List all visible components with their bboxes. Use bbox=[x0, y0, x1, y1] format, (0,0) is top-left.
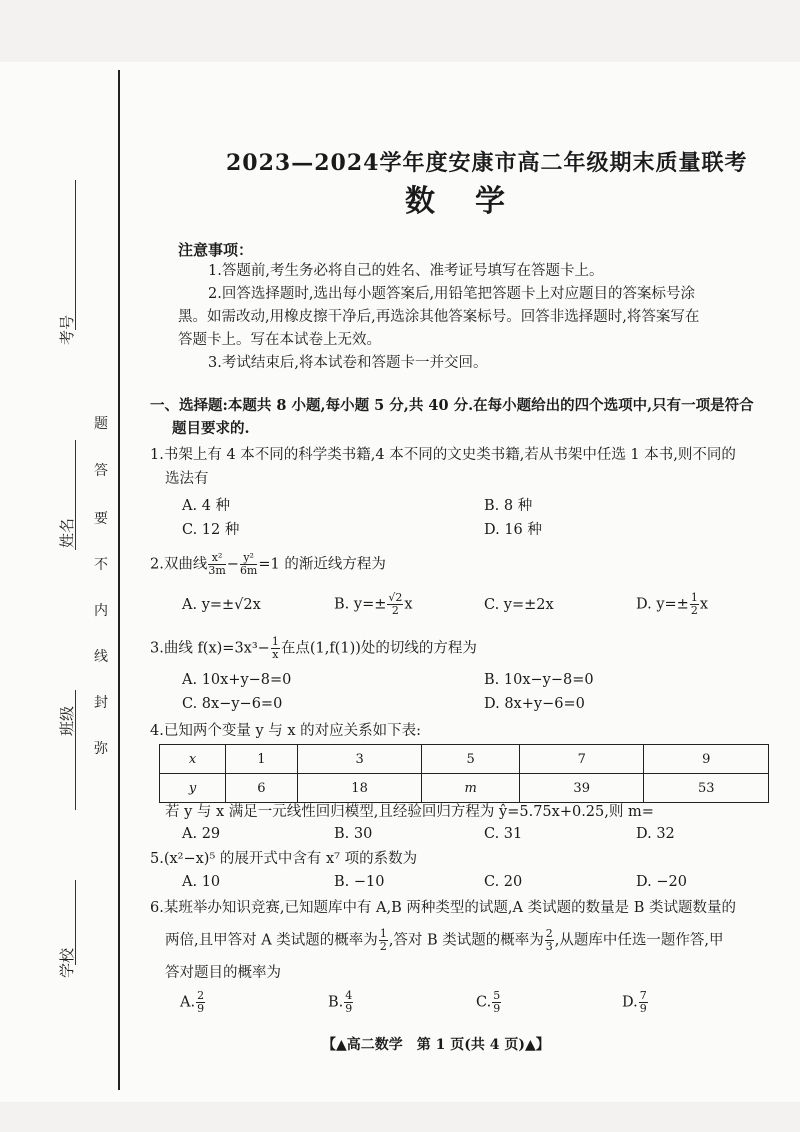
notice-item-3: 3.考试结束后,将本试卷和答题卡一并交回。 bbox=[208, 355, 488, 371]
q4-option-d: D. 32 bbox=[636, 826, 675, 842]
table-row bbox=[160, 745, 769, 774]
table-cell: 3 bbox=[297, 745, 422, 774]
subject-title: 数学 bbox=[405, 184, 545, 219]
binding-line bbox=[118, 70, 120, 1090]
q1-option-a: A. 4 种 bbox=[182, 498, 231, 514]
q5-option-c: C. 20 bbox=[484, 874, 523, 890]
q3-option-d: D. 8x+y−6=0 bbox=[484, 696, 585, 712]
q6-stem: 6.某班举办知识竞赛,已知题库中有 A,B 两种类型的试题,A 类试题的数量是 B 类试题数量的 bbox=[150, 900, 736, 916]
q2-option-d: D. y=± $\frac{1}{2}$ x bbox=[636, 591, 709, 617]
q4-stem-cont: 若 y 与 x 满足一元线性回归模型,且经验回归方程为 ŷ=5.75x+0.25,则 m= bbox=[165, 804, 654, 820]
table-row bbox=[160, 774, 769, 803]
q2-option-b: B. y=± $\frac{√2}{2}$ x bbox=[334, 591, 413, 617]
notice-item-2-cont: 答题卡上。写在本试卷上无效。 bbox=[178, 332, 381, 348]
section-heading: 一、选择题:本题共 8 小题,每小题 5 分,共 40 分.在每小题给出的四个选项中,只有一项是符合 bbox=[150, 397, 754, 414]
table-cell: 5 bbox=[422, 745, 520, 774]
q3-option-a: A. 10x+y−8=0 bbox=[182, 672, 292, 688]
q6-option-b: B. $\frac{4}{9}$ bbox=[328, 989, 353, 1015]
q2-option-a: A. y=±√2x bbox=[182, 597, 261, 613]
exam-title: 2023—2024学年度安康市高二年级期末质量联考 bbox=[226, 150, 748, 176]
table-cell: 39 bbox=[519, 774, 644, 803]
section-heading-cont: 题目要求的. bbox=[172, 420, 250, 437]
seal-char: 封 bbox=[94, 695, 108, 711]
q4-stem: 4.已知两个变量 y 与 x 的对应关系如下表: bbox=[150, 723, 422, 739]
q6-option-d: D. $\frac{7}{9}$ bbox=[622, 989, 647, 1015]
seal-char: 弥 bbox=[94, 741, 108, 757]
q1-option-b: B. 8 种 bbox=[484, 498, 533, 514]
q5-option-b: B. −10 bbox=[334, 874, 385, 890]
table-cell: 7 bbox=[519, 745, 644, 774]
seal-char: 线 bbox=[94, 649, 108, 665]
seal-char: 要 bbox=[94, 511, 108, 527]
q2-fraction: $\frac{\text{x²}}{3m}$ bbox=[208, 551, 226, 577]
q1-stem-cont: 选法有 bbox=[165, 471, 209, 487]
q3-stem: 3.曲线 f(x)=3x³− $\frac{1}{x}$ 在点(1,f(1))处的切线的方程为 bbox=[150, 635, 477, 661]
q4-data-table bbox=[159, 744, 769, 803]
q5-option-a: A. 10 bbox=[182, 874, 221, 890]
exam-number-label: 考号 bbox=[58, 314, 76, 345]
notice-item-2-cont: 黑。如需改动,用橡皮擦干净后,再选涂其他答案标号。回答非选择题时,将答案写在 bbox=[178, 309, 700, 325]
table-cell: 18 bbox=[297, 774, 422, 803]
seal-char: 内 bbox=[94, 603, 108, 619]
q3-fraction: $\frac{1}{x}$ bbox=[271, 635, 279, 661]
q6-option-a: A. $\frac{2}{9}$ bbox=[180, 989, 205, 1015]
table-cell: x bbox=[160, 745, 226, 774]
q2-option-c: C. y=±2x bbox=[484, 597, 554, 613]
q5-option-d: D. −20 bbox=[636, 874, 687, 890]
table-cell: y bbox=[160, 774, 226, 803]
q6-option-c: C. $\frac{5}{9}$ bbox=[476, 989, 501, 1015]
exam-number-line bbox=[75, 180, 76, 330]
q1-option-c: C. 12 种 bbox=[182, 522, 240, 538]
school-label: 学校 bbox=[58, 947, 76, 978]
notice-item-2: 2.回答选择题时,选出每小题答案后,用铅笔把答题卡上对应题目的答案标号涂 bbox=[208, 286, 696, 302]
table-cell: m bbox=[422, 774, 520, 803]
seal-char: 答 bbox=[94, 463, 108, 479]
q4-option-a: A. 29 bbox=[182, 826, 221, 842]
notice-heading: 注意事项： bbox=[178, 241, 254, 259]
name-label: 姓名 bbox=[58, 517, 76, 548]
class-label: 班级 bbox=[58, 705, 76, 736]
table-cell: 9 bbox=[644, 745, 769, 774]
q3-option-b: B. 10x−y−8=0 bbox=[484, 672, 594, 688]
page-footer: 【▲高二数学 第 1 页(共 4 页)▲】 bbox=[322, 1037, 550, 1053]
seal-char: 题 bbox=[94, 416, 108, 432]
q4-option-c: C. 31 bbox=[484, 826, 523, 842]
q6-stem-cont: 两倍,且甲答对 A 类试题的概率为 $\frac{1}{2}$ ,答对 B 类试题的概率为 $\frac{2}{3}$ ,从题库中任选一题作答,甲 bbox=[165, 927, 724, 953]
q2-stem: 2.双曲线 $\frac{\text{x²}}{3m}$ − $\frac{\text{y²}}{6m}$ =1 的渐近线方程为 bbox=[150, 551, 386, 577]
table-cell: 53 bbox=[644, 774, 769, 803]
q6-stem-cont: 答对题目的概率为 bbox=[165, 965, 281, 981]
q3-option-c: C. 8x−y−6=0 bbox=[182, 696, 283, 712]
q1-stem: 1.书架上有 4 本不同的科学类书籍,4 本不同的文史类书籍,若从书架中任选 1 本书,则不同的 bbox=[150, 447, 736, 463]
seal-char: 不 bbox=[94, 557, 108, 573]
table-cell: 1 bbox=[225, 745, 297, 774]
q1-option-d: D. 16 种 bbox=[484, 522, 542, 538]
q5-stem: 5.(x²−x)⁵ 的展开式中含有 x⁷ 项的系数为 bbox=[150, 851, 418, 867]
table-cell: 6 bbox=[225, 774, 297, 803]
notice-item-1: 1.答题前,考生务必将自己的姓名、准考证号填写在答题卡上。 bbox=[208, 263, 604, 279]
q4-option-b: B. 30 bbox=[334, 826, 373, 842]
q2-fraction: $\frac{\text{y²}}{6m}$ bbox=[239, 551, 258, 577]
